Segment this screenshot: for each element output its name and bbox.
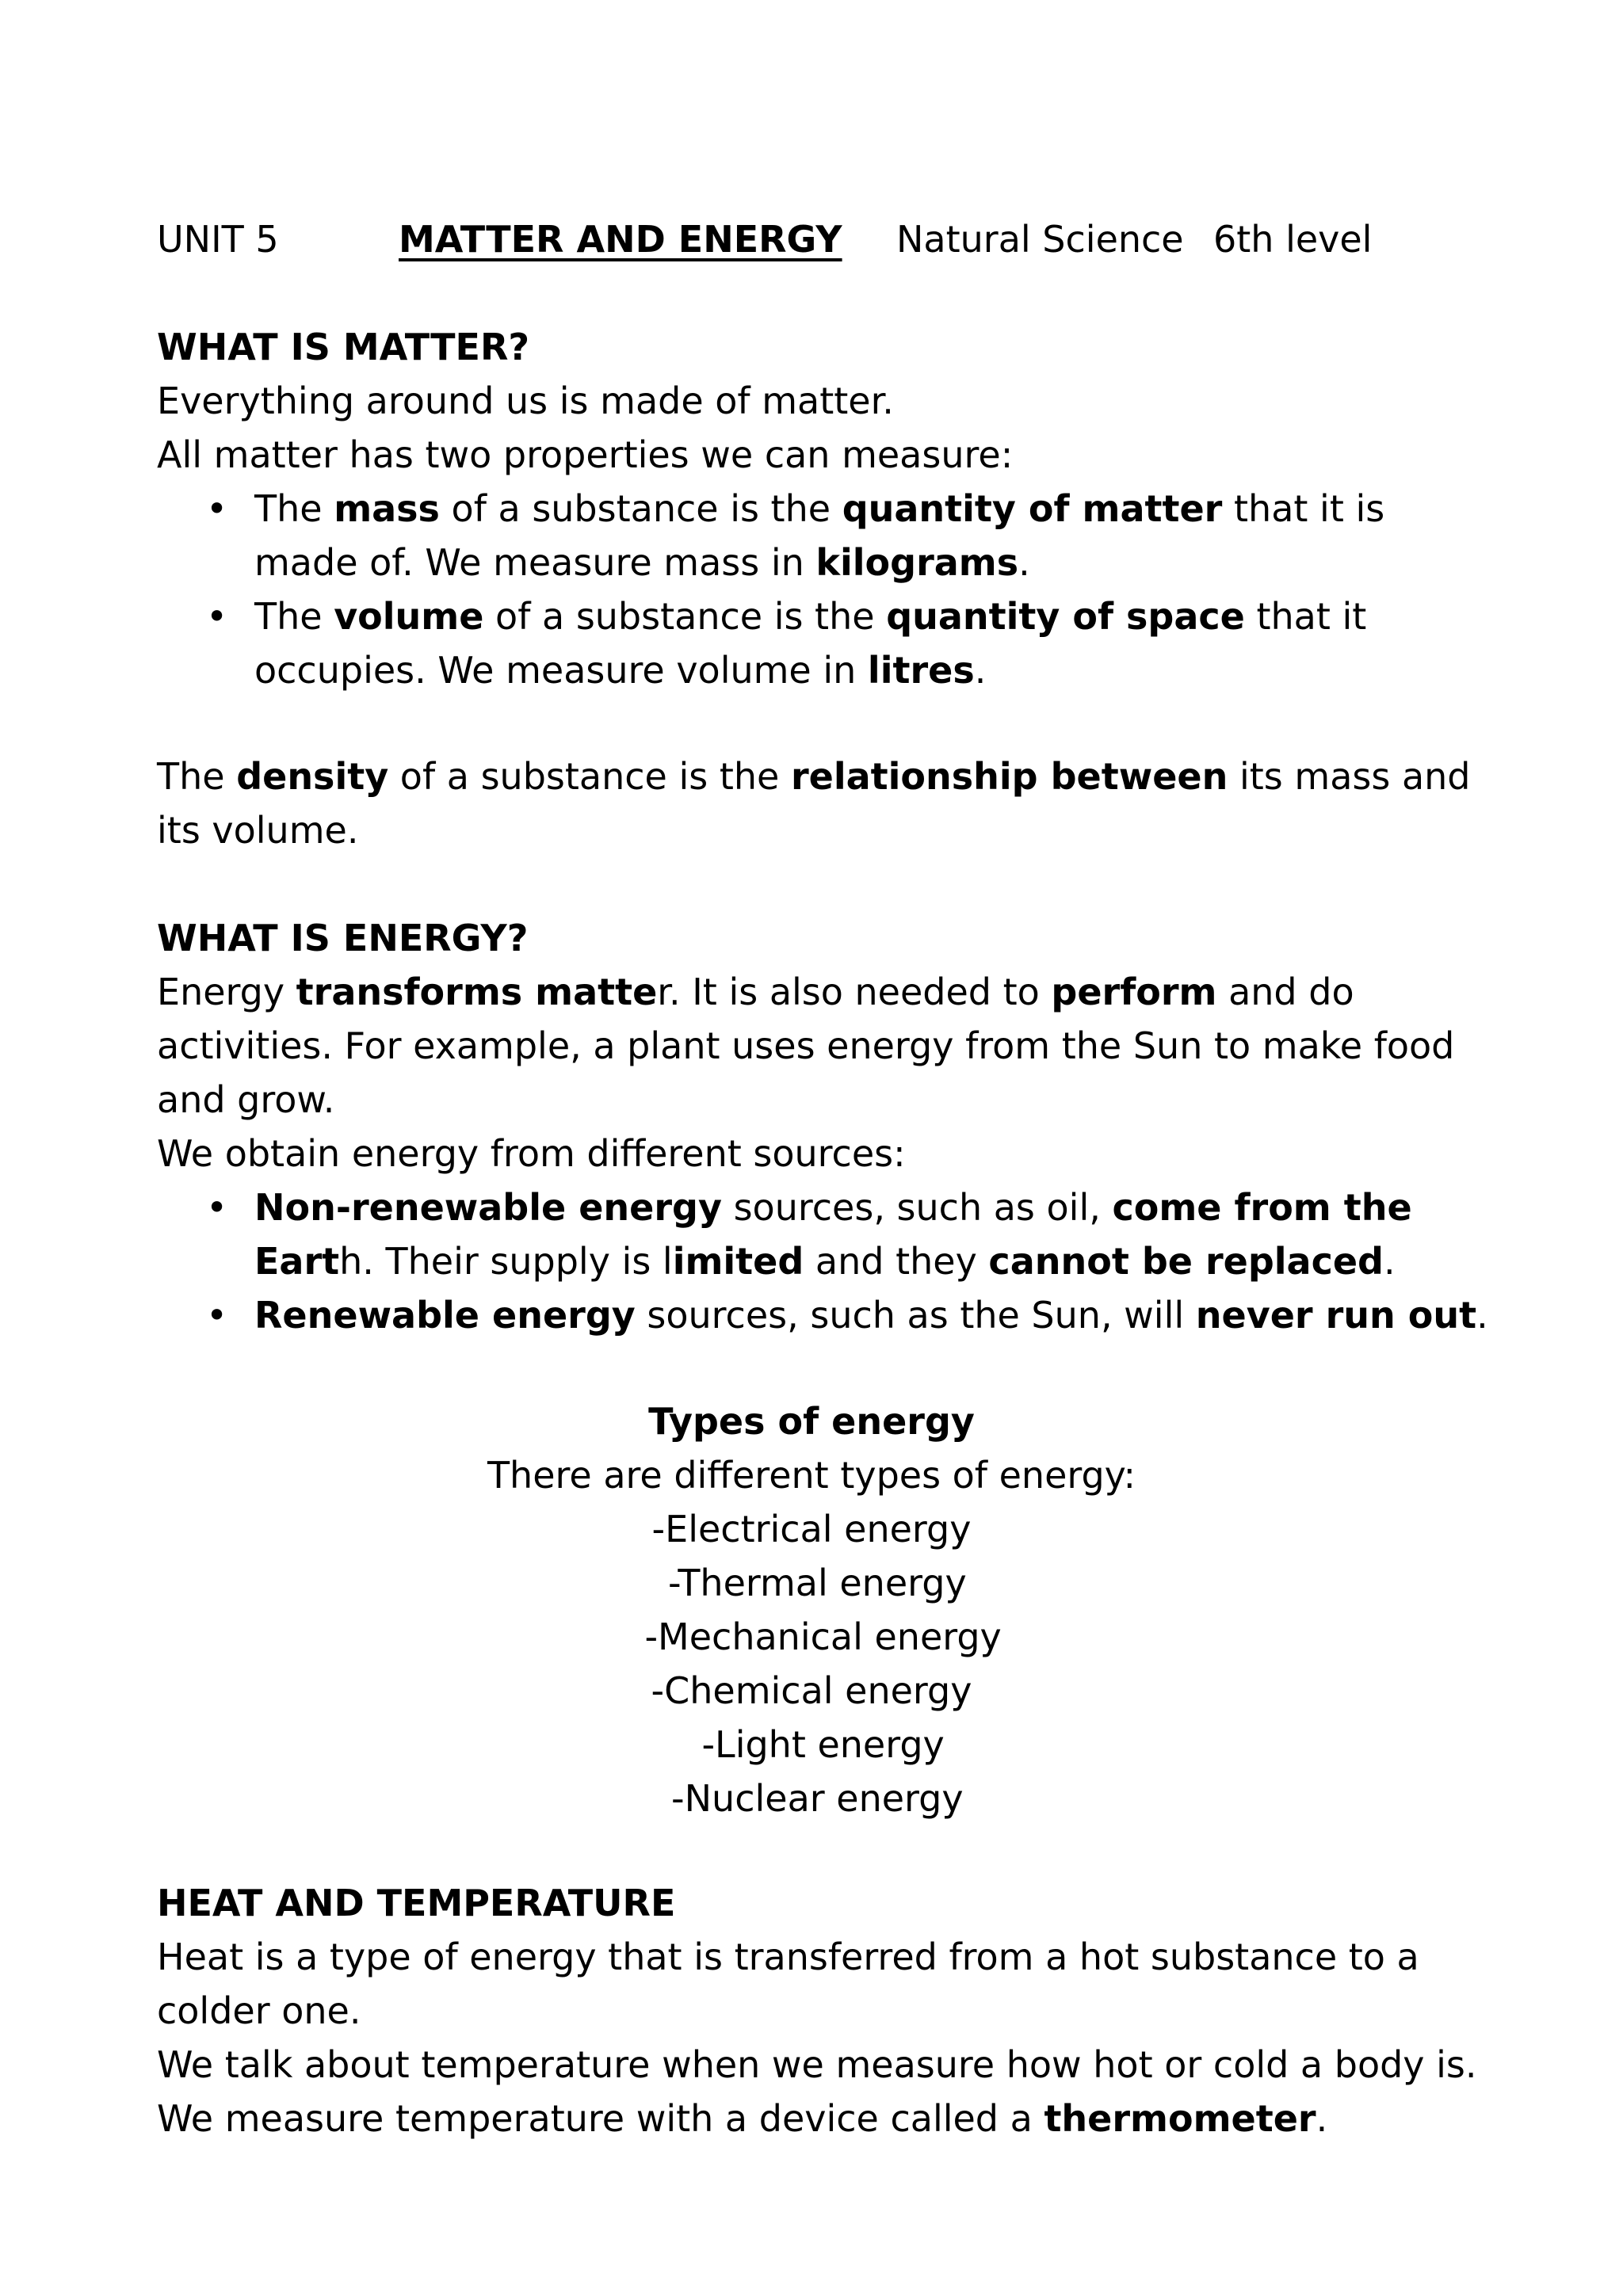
density-paragraph: The density of a substance is the relationship between its mass and its volume. [157, 755, 1471, 852]
energy-type-item: -Mechanical energy [621, 1615, 1002, 1658]
matter-properties-list [157, 482, 1488, 697]
energy-type-item: -Light energy [678, 1723, 945, 1766]
unit-label: UNIT 5 [157, 218, 279, 261]
heat-heading: HEAT AND TEMPERATURE [157, 1882, 676, 1924]
energy-type-item: -Electrical energy [651, 1508, 972, 1550]
list-item-mass: • The mass of a substance is the quantity of matter that it is made of. We measure mass in kilograms. [157, 482, 1488, 589]
energy-section [157, 911, 1488, 1342]
types-heading: Types of energy [648, 1400, 975, 1443]
heat-line-1: Heat is a type of energy that is transferred from a hot substance to a colder one. [157, 1936, 1419, 2032]
types-intro: There are different types of energy: [487, 1454, 1136, 1497]
list-item-non-renewable: • Non-renewable energy sources, such as oil, come from the Earth. Their supply is limited and they cannot be replaced. [157, 1180, 1488, 1288]
bullet-icon: • [206, 1294, 228, 1337]
list-item-volume: • The volume of a substance is the quantity of space that it occupies. We measure volume in litres. [157, 589, 1488, 697]
heat-line-3: We measure temperature with a device called a thermometer. [157, 2097, 1328, 2140]
subject-label: Natural Science [896, 218, 1184, 261]
unit-title: MATTER AND ENERGY [399, 218, 842, 261]
energy-heading: WHAT IS ENERGY? [157, 917, 529, 959]
heat-section [157, 1876, 1488, 2145]
level-label: 6th level [1213, 218, 1373, 261]
energy-sources-list [157, 1180, 1488, 1342]
document-header [157, 212, 1488, 266]
list-item-renewable: • Renewable energy sources, such as the Sun, will never run out. [157, 1288, 1488, 1342]
matter-line-2: All matter has two properties we can measure: [157, 433, 1014, 476]
energy-type-item: -Nuclear energy [659, 1777, 964, 1820]
types-of-energy-section [0, 1394, 1623, 1825]
bullet-icon: • [206, 595, 228, 638]
bullet-icon: • [206, 487, 228, 530]
matter-section [157, 320, 1488, 697]
matter-heading: WHAT IS MATTER? [157, 326, 530, 368]
energy-sources-intro: We obtain energy from different sources: [157, 1132, 906, 1175]
energy-type-item: -Chemical energy [651, 1669, 972, 1712]
energy-type-item: -Thermal energy [656, 1562, 967, 1604]
matter-line-1: Everything around us is made of matter. [157, 379, 894, 422]
heat-line-2: We talk about temperature when we measure how hot or cold a body is. [157, 2043, 1477, 2086]
bullet-icon: • [206, 1186, 228, 1229]
energy-paragraph: Energy transforms matter. It is also needed to perform and do activities. For example, a plant uses energy from the Sun to make food and grow. [157, 971, 1455, 1121]
